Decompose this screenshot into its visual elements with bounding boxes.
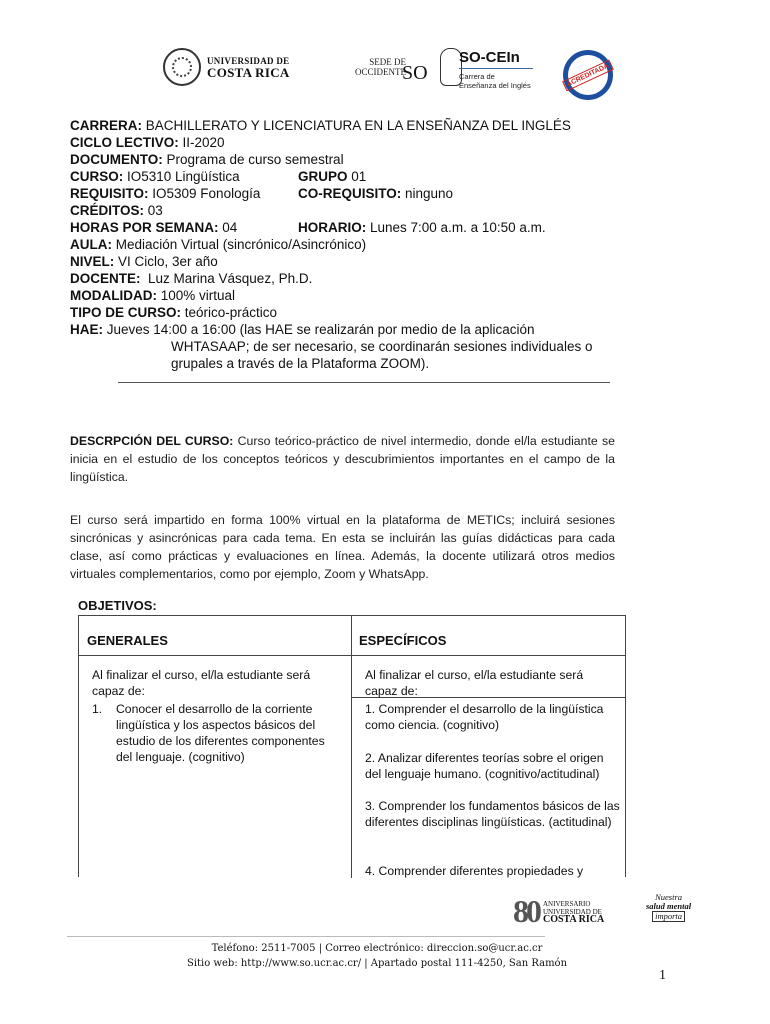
specific-objective-3: 3. Comprender los fundamentos básicos de las diferentes disciplinas lingüísticas. (actitudinal) — [365, 799, 620, 829]
soceln-sub2: Enseñanza del Inglés — [459, 81, 531, 90]
info-nivel: NIVEL: VI Ciclo, 3er año — [70, 254, 218, 269]
badge-stamp: ACREDITADA — [562, 59, 614, 91]
info-hae: HAE: Jueves 14:00 a 16:00 (las HAE se realizarán por medio de la aplicación — [70, 322, 535, 337]
anniversary-logo — [513, 893, 604, 930]
objectives-title: OBJETIVOS: — [78, 598, 157, 613]
info-docente: DOCENTE: Luz Marina Vásquez, Ph.D. — [70, 271, 313, 286]
soceln-title: SO-CEIn — [459, 49, 533, 69]
info-aula: AULA: Mediación Virtual (sincrónico/Asincrónico) — [70, 237, 367, 252]
salud-line1: Nuestra — [655, 892, 683, 902]
general-intro: Al finalizar el curso, el/la estudiante será capaz de: — [92, 668, 311, 698]
anniversary-univ: UNIVERSIDAD DE — [543, 907, 602, 916]
footer-contact: Teléfono: 2511-7005 | Correo electrónico: direccion.so@ucr.ac.cr — [211, 943, 543, 954]
specific-objective-2: 2. Analizar diferentes teorías sobre el origen del lenguaje humano. (cognitivo/actitudinal) — [365, 751, 604, 781]
anniversary-label: ANIVERSARIO — [543, 899, 591, 908]
col-header-specific: ESPECÍFICOS — [359, 633, 447, 648]
salud-line2: salud mental — [646, 901, 692, 911]
info-carrera: CARRERA: BACHILLERATO Y LICENCIATURA EN LA ENSEÑANZA DEL INGLÉS — [70, 118, 571, 133]
general-item-number: 1. — [92, 702, 103, 716]
description-label: DESCRPCIÓN DEL CURSO: — [70, 434, 234, 448]
ucr-seal-icon — [163, 48, 201, 86]
info-horario: HORARIO: Lunes 7:00 a.m. a 10:50 a.m. — [298, 220, 546, 235]
course-info — [70, 117, 690, 372]
sede-line2: OCCIDENTE — [355, 67, 406, 77]
info-hae-cont1: WHTASAAP; de ser necesario, se coordinarán sesiones individuales o — [171, 339, 593, 354]
so-mark: SO — [402, 62, 428, 84]
info-creditos: CRÉDITOS: 03 — [70, 203, 163, 218]
accreditation-badge-icon — [563, 50, 613, 100]
mental-health-logo — [646, 893, 691, 922]
soceln-logo — [459, 49, 533, 90]
ucr-logo — [163, 48, 290, 86]
ucr-logo-line1: UNIVERSIDAD DE — [207, 55, 290, 66]
col-header-general: GENERALES — [87, 633, 168, 648]
ucr-logo-line2: COSTA RICA — [207, 64, 290, 80]
description-text: Curso teórico-práctico de nivel intermedio, donde el/la estudiante se inicia en el estudio de los conceptos teóricos y descubrimientos importantes en el campo de la lingüística. — [70, 434, 615, 484]
specific-objective-1: 1. Comprender el desarrollo de la lingüística como ciencia. (cognitivo) — [365, 702, 604, 732]
info-requisito: REQUISITO: IO5309 Fonología CO-REQUISITO: ninguno — [70, 186, 454, 201]
info-grupo: GRUPO 01 — [298, 169, 367, 184]
info-documento: DOCUMENTO: Programa de curso semestral — [70, 152, 344, 167]
info-tipo: TIPO DE CURSO: teórico-práctico — [70, 305, 278, 320]
course-description — [70, 432, 615, 486]
course-modality-paragraph: El curso será impartido en forma 100% virtual en la plataforma de METICs; incluirá sesiones sincrónicas y asincrónicas para cada tema. En esta se incluirán las guías didácticas para cada clase, así como prácticas y evaluaciones en línea. Además, la docente utilizará otros medios virtuales complementarios, como por ejemplo, Zoom y WhatsApp. — [70, 513, 615, 581]
info-hae-cont2: grupales a través de la Plataforma ZOOM). — [171, 356, 430, 371]
info-correquisito: CO-REQUISITO: ninguno — [298, 186, 454, 201]
soceln-sub1: Carrera de — [459, 72, 495, 81]
specific-objective-4: 4. Comprender diferentes propiedades y — [365, 864, 584, 878]
footer-separator — [67, 936, 545, 937]
general-objective-1: Conocer el desarrollo de la corriente lingüística y los aspectos básicos del estudio de los diferentes componentes del lenguaje. (cognitivo) — [116, 702, 325, 764]
salud-line3: importa — [652, 911, 685, 922]
page-number: 1 — [659, 968, 666, 983]
specific-intro: Al finalizar el curso, el/la estudiante será capaz de: — [365, 668, 584, 698]
separator-line — [118, 382, 610, 383]
info-ciclo: CICLO LECTIVO: II-2020 — [70, 135, 225, 150]
objectives-table — [78, 615, 626, 877]
anniversary-cr: COSTA RICA — [543, 913, 605, 925]
footer-website: Sitio web: http://www.so.ucr.ac.cr/ | Apartado postal 111-4250, San Ramón — [186, 958, 568, 969]
anniversary-number: 80 — [513, 893, 539, 929]
sede-line1: SEDE DE — [369, 57, 406, 67]
info-modalidad: MODALIDAD: 100% virtual — [70, 288, 236, 303]
info-horas: HORAS POR SEMANA: 04 HORARIO: Lunes 7:00 a.m. a 10:50 a.m. — [70, 220, 546, 235]
info-curso: CURSO: IO5310 Lingüística GRUPO 01 — [70, 169, 367, 184]
